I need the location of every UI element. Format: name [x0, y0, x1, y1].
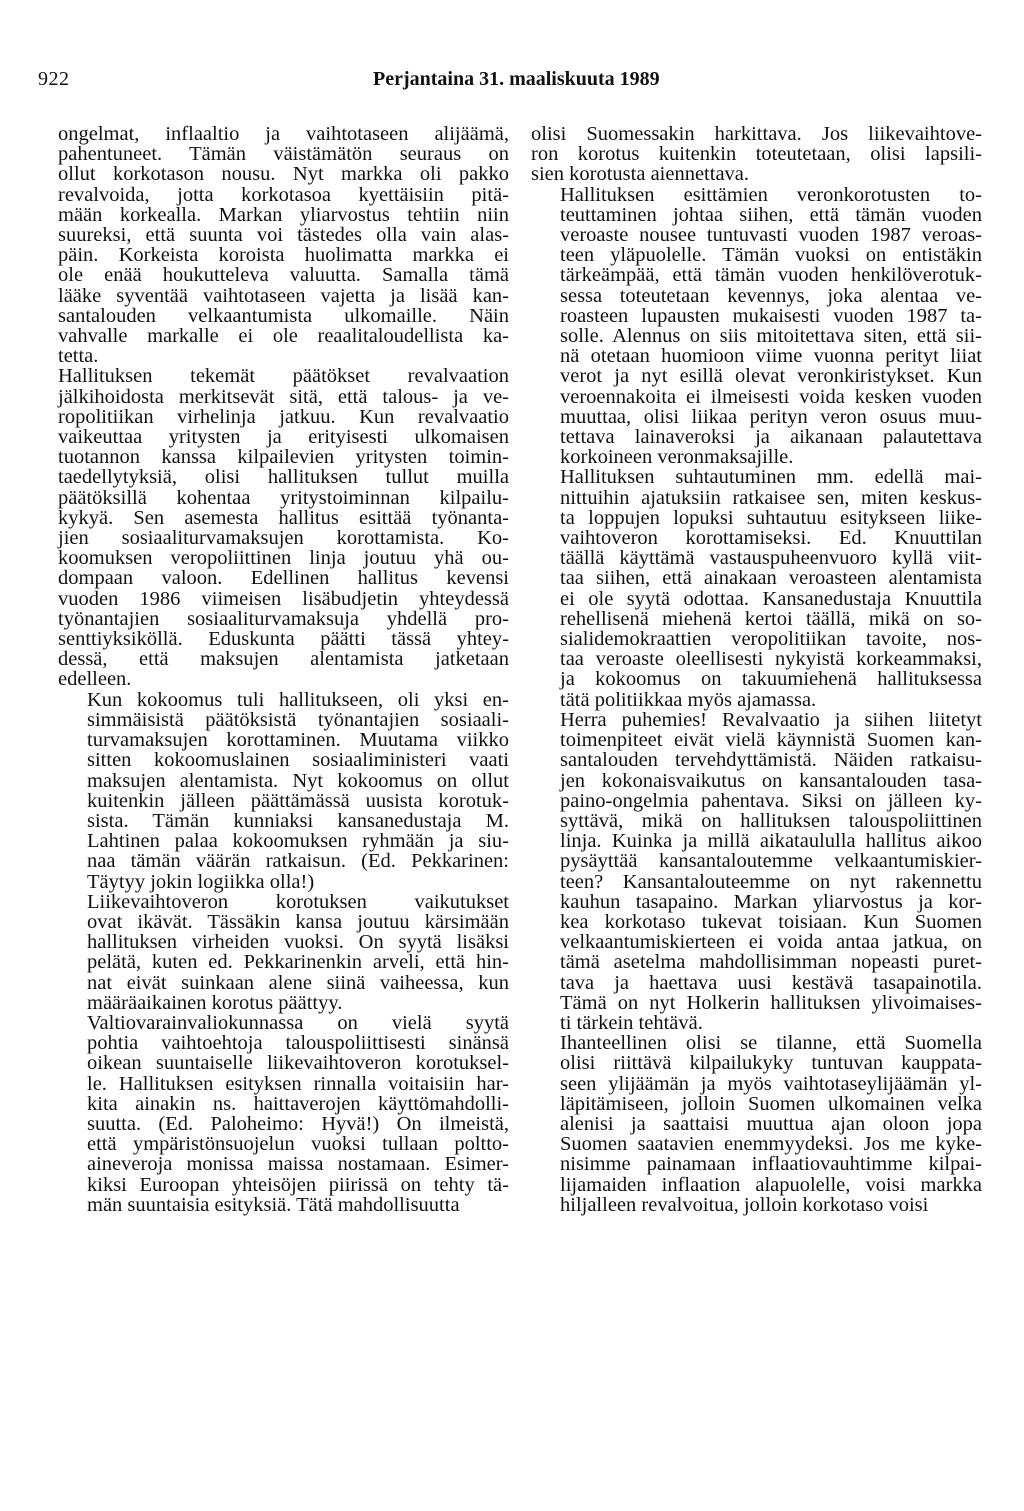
text-line: jälkihoidosta merkitsevät sitä, että talous- ja ve- [58, 385, 509, 408]
text-line: nat eivät suinkaan alene siinä vaiheessa, kun [87, 971, 509, 994]
paragraph [531, 185, 982, 468]
text-line: aineveroja monissa maissa nostamaan. Esimer- [87, 1153, 509, 1176]
text-line: pohtia vaihtoehtoja talouspoliittisesti sinänsä [87, 1032, 509, 1055]
text-line: läpitämiseen, jolloin Suomen ulkomainen velka [560, 1092, 982, 1115]
text-line: kita ainakin ns. haittaverojen käyttömahdolli- [87, 1092, 509, 1115]
text-line: sitten kokoomuslainen sosiaaliministeri vaati [87, 749, 509, 772]
text-line: Lahtinen palaa kokoomuksen ryhmään ja siu- [87, 830, 509, 853]
text-line: vaihtoveron korottamiseksi. Ed. Knuuttilan [560, 527, 982, 550]
text-line: Hallituksen suhtautuminen mm. edellä mai- [560, 466, 982, 489]
text-line: veroaste nousee tuntuvasti vuoden 1987 veroas- [560, 224, 982, 247]
text-line: tettava lainaveroksi ja aikanaan palautettava [560, 426, 982, 449]
text-line: solle. Alennus on siis mitoitettava siten, että sii- [560, 325, 982, 348]
text-line: tämä asetelma mahdollisimman nopeasti puret- [560, 951, 982, 974]
text-line: nittuihin ajatuksiin ratkaisee sen, miten keskus- [560, 486, 982, 509]
text-line: pysäyttää kansantaloutemme velkaantumiskier- [560, 850, 982, 873]
text-line: ei ole syytä odottaa. Kansanedustaja Knuuttila [560, 587, 982, 610]
text-line: santalouden velkaantumista ulkomaille. Näin [58, 304, 509, 327]
text-line: Suomen saatavien enemmyydeksi. Jos me kyke- [560, 1133, 982, 1156]
running-title: Perjantaina 31. maaliskuuta 1989 [373, 68, 660, 90]
page-header [0, 68, 1024, 96]
text-line: seen ylijäämän ja myös vaihtotaseylijäämän yl- [560, 1072, 982, 1095]
text-line: hallituksen virheiden vuoksi. On syytä lisäksi [87, 931, 509, 954]
text-line: kiksi Euroopan yhteisöjen piirissä on tehty tä- [87, 1173, 509, 1196]
paragraph [58, 124, 509, 366]
text-line: ropolitiikan virhelinja jatkuu. Kun revalvaatio [58, 405, 509, 428]
text-line: tetta. [58, 345, 99, 368]
text-line: tärkeämpää, että tämän vuoden henkilöverotuk- [560, 264, 982, 287]
text-line: Kun kokoomus tuli hallitukseen, oli yksi en- [87, 688, 509, 711]
text-line: ollut korkotason nousu. Nyt markka oli pakko [58, 163, 509, 186]
text-line: korkoineen veronmaksajille. [560, 446, 794, 469]
text-line: toimenpiteet eivät vielä käynnistä Suomen kan- [560, 729, 982, 752]
text-line: sessa toteutetaan kevennys, joka alentaa ve- [560, 284, 982, 307]
text-line: velkaantumiskierteen ei voida antaa jatkua, on [560, 931, 982, 954]
paragraph [531, 1033, 982, 1215]
text-line: suutta. (Ed. Paloheimo: Hyvä!) On ilmeistä, [87, 1112, 509, 1135]
text-line: pahentuneet. Tämän väistämätön seuraus on [58, 143, 509, 166]
paragraph [58, 892, 509, 1013]
text-line: teuttaminen johtaa siihen, että tämän vuoden [560, 203, 982, 226]
text-line: jien sosiaaliturvamaksujen korottamista. Ko- [58, 527, 509, 550]
text-line: jen kokonaisvaikutus on kansantalouden tasa- [560, 769, 982, 792]
text-line: män suuntaisia esityksiä. Tätä mahdollisuutta [87, 1193, 460, 1216]
text-line: kykyä. Sen asemesta hallitus esittää työnanta- [58, 506, 509, 529]
paragraph [58, 690, 509, 892]
text-line: ongelmat, inflaaltio ja vaihtotaseen alijäämä, [58, 123, 509, 145]
text-line: lijamaiden inflaation alapuolelle, voisi markka [560, 1173, 982, 1196]
text-line: sialidemokraattien veropolitiikan tavoite, nos- [560, 628, 982, 651]
text-line: koomuksen veropoliittinen linja joutuu yhä ou- [58, 547, 509, 570]
text-line: päätöksillä kohentaa yritystoiminnan kilpailu- [58, 486, 509, 509]
text-line: roasteen lupausten mukaisesti vuoden 1987 ta- [560, 304, 982, 327]
text-line: dompaan valoon. Edellinen hallitus kevensi [58, 567, 509, 590]
text-line: taedellytyksiä, olisi hallituksen tullut muilla [58, 466, 509, 489]
text-line: le. Hallituksen esityksen rinnalla voitaisiin har- [87, 1072, 509, 1095]
text-line: Valtiovarainvaliokunnassa on vielä syytä [87, 1011, 509, 1034]
text-line: tava ja haettava uusi kestävä tasapainotila. [560, 971, 982, 994]
text-line: vaikeuttaa yritysten ja erityisesti ulkomaisen [58, 426, 509, 449]
text-line: lääke syventää vaihtotaseen vajetta ja lisää kan- [58, 284, 509, 307]
page-number: 922 [38, 68, 70, 90]
text-line: teen yläpuolelle. Tämän vuoksi on entistäkin [560, 244, 982, 267]
text-line: mään korkealla. Markan yliarvostus tehtiin niin [58, 203, 509, 226]
text-line: kuitenkin jälleen päättämässä uusista korotuk- [87, 789, 509, 812]
text-line: pelätä, kuten ed. Pekkarinenkin arveli, että hin- [87, 951, 509, 974]
paragraph [58, 366, 509, 689]
text-line: kauhun tasapaino. Markan yliarvostus ja kor- [560, 890, 982, 913]
text-line: maksujen alentamista. Nyt kokoomus on ollut [87, 769, 509, 792]
text-line: sien korotusta aiennettava. [531, 163, 750, 186]
text-line: alenisi ja saattaisi muuttua ajan oloon jopa [560, 1112, 982, 1135]
text-line: nisimme painamaan inflaatiovauhtimme kilpai- [560, 1153, 982, 1176]
text-line: työnantajien sosiaaliturvamaksuja yhdellä pro- [58, 607, 509, 630]
text-line: Ihanteellinen olisi se tilanne, että Suomella [560, 1032, 982, 1055]
text-line: veroennakoita ei ilmeisesti voida kesken vuoden [560, 385, 982, 408]
text-line: syttävä, mikä on hallituksen talouspoliittinen [560, 809, 982, 832]
text-line: taa veroaste oleellisesti nykyistä korkeammaksi, [560, 648, 982, 671]
text-line: olisi riittävä kilpailukyky tuntuvan kauppata- [560, 1052, 982, 1075]
text-line: oikean suuntaiselle liikevaihtoveron korotuksel- [87, 1052, 509, 1075]
left-column [58, 124, 509, 1215]
text-line: ta loppujen lopuksi suhtautuu esitykseen liike- [560, 506, 982, 529]
text-line: Hallituksen tekemät päätökset revalvaation [58, 365, 509, 388]
text-line: että ympäristönsuojelun vuoksi tullaan poltto- [87, 1133, 509, 1156]
text-line: taa siihen, että ainakaan veroasteen alentamista [560, 567, 982, 590]
paragraph [531, 467, 982, 709]
text-line: vuoden 1986 viimeisen lisäbudjetin yhteydessä [58, 587, 509, 610]
text-line: linja. Kuinka ja millä aikataululla hallitus aikoo [560, 830, 982, 853]
text-line: päin. Korkeista koroista huolimatta markka ei [58, 244, 509, 267]
text-line: turvamaksujen korottaminen. Muutama viikko [87, 729, 509, 752]
text-line: senttiyksiköllä. Eduskunta päätti tässä yhtey- [58, 628, 509, 651]
text-line: Herra puhemies! Revalvaatio ja siihen liitetyt [560, 708, 982, 731]
right-column [531, 124, 982, 1215]
text-line: ja kokoomus on takuumiehenä hallituksessa [560, 668, 982, 691]
text-line: olisi Suomessakin harkittava. Jos liikevaihtove- [531, 123, 982, 145]
text-line: paino-ongelmia pahentava. Siksi on jälleen ky- [560, 789, 982, 812]
text-line: ti tärkein tehtävä. [560, 1011, 703, 1034]
text-line: Täytyy jokin logiikka olla!) [87, 870, 315, 893]
text-line: ron korotus kuitenkin toteutetaan, olisi lapsili- [531, 143, 982, 166]
text-line: kea korkotaso tukevat toisiaan. Kun Suomen [560, 910, 982, 933]
paragraph [531, 124, 982, 185]
text-line: Tämä on nyt Holkerin hallituksen ylivoimaises- [560, 991, 982, 1014]
text-line: nä otetaan huomioon viime vuonna perityt liiat [560, 345, 982, 368]
text-line: tätä politiikkaa myös ajamassa. [560, 688, 817, 711]
text-line: muuttaa, olisi liikaa perityn veron osuus muu- [560, 405, 982, 428]
text-line: edelleen. [58, 668, 132, 691]
text-line: santalouden tervehdyttämistä. Näiden ratkaisu- [560, 749, 982, 772]
text-line: ole enää houkutteleva valuutta. Samalla tämä [58, 264, 509, 287]
text-line: täällä käyttämä vastauspuheenvuoro kyllä viit- [560, 547, 982, 570]
text-line: sista. Tämän kunniaksi kansanedustaja M. [87, 809, 509, 832]
text-line: naa tämän väärän ratkaisun. (Ed. Pekkarinen: [87, 850, 509, 873]
text-line: teen? Kansantalouteemme on nyt rakennettu [560, 870, 982, 893]
text-line: simmäisistä päätöksistä työnantajien sosiaali- [87, 708, 509, 731]
text-line: suureksi, että suunta voi tästedes olla vain alas- [58, 224, 509, 247]
text-line: tuotannon kanssa kilpailevien yritysten toimin- [58, 446, 509, 469]
text-line: rehellisenä miehenä kertoi täällä, mikä on so- [560, 607, 982, 630]
paragraph [58, 1013, 509, 1215]
paragraph [531, 710, 982, 1033]
text-line: verot ja nyt esillä olevat veronkiristykset. Kun [560, 365, 982, 388]
text-line: dessä, että maksujen alentamista jatketaan [58, 648, 509, 671]
text-line: vahvalle markalle ei ole reaalitaloudellista ka- [58, 325, 509, 348]
text-line: ovat ikävät. Tässäkin kansa joutuu kärsimään [87, 910, 509, 933]
text-line: hiljalleen revalvoitua, jolloin korkotaso voisi [560, 1193, 929, 1216]
text-line: revalvoida, jotta korkotasoa kyettäisiin pitä- [58, 183, 509, 206]
text-line: Hallituksen esittämien veronkorotusten to- [560, 183, 982, 206]
text-line: määräaikainen korotus päättyy. [87, 991, 343, 1014]
text-line: Liikevaihtoveron korotuksen vaikutukset [87, 890, 509, 913]
